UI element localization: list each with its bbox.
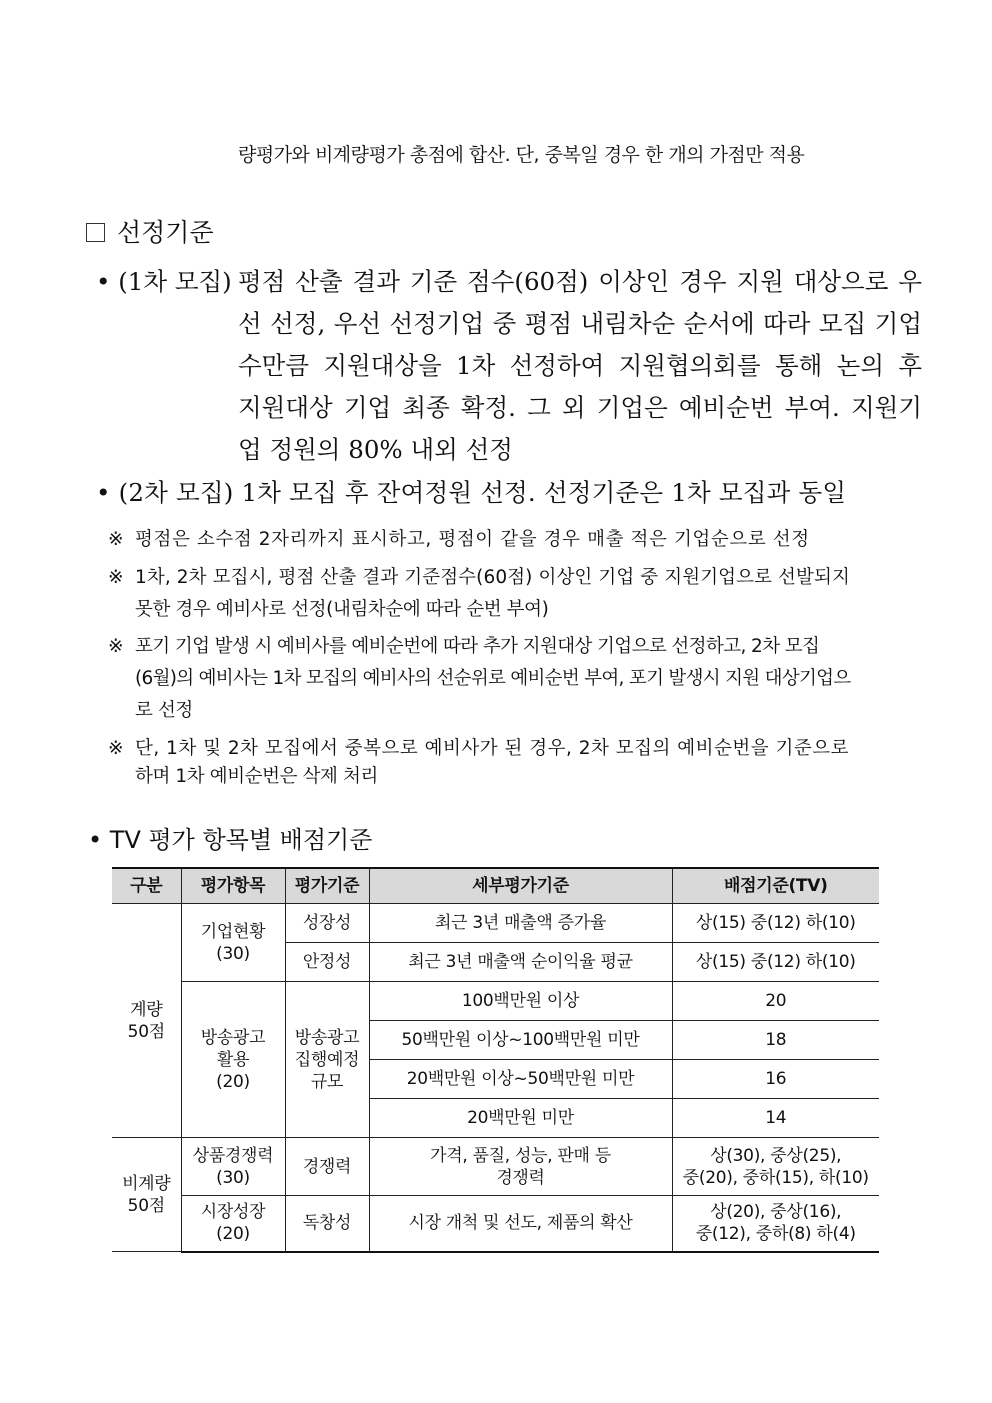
table-header-row xyxy=(112,868,879,904)
group-qualitative: 비계량 50점 xyxy=(112,1138,181,1252)
note-line: (6월)의 예비사는 1차 모집의 예비사의 선순위로 예비순번 부여, 포기 발생시 지원 대상기업으 xyxy=(135,668,851,689)
score-competitiveness: 상(30), 중상(25), 중(20), 중하(15), 하(10) xyxy=(672,1138,879,1196)
tv-score-table xyxy=(112,867,879,1253)
bullet-second-round: • (2차 모집) 1차 모집 후 잔여정원 선정. 선정기준은 1차 모집과 동일 xyxy=(96,478,847,507)
item-product-competitiveness: 상품경쟁력 (30) xyxy=(181,1138,285,1196)
header-detail: 세부평가기준 xyxy=(369,868,672,904)
note-line: 단, 1차 및 2차 모집에서 중복으로 예비사가 된 경우, 2차 모집의 예비순번을 기준으로 xyxy=(135,738,850,759)
note-line: 못한 경우 예비사로 선정(내림차순에 따라 순번 부여) xyxy=(135,599,549,620)
note-line: 포기 기업 발생 시 예비사를 예비순번에 따라 추가 지원대상 기업으로 선정하고, 2차 모집 xyxy=(135,636,820,657)
bullet-first-round-line: 업 정원의 80% 내외 선정 xyxy=(238,435,513,464)
score-stability: 상(15) 중(12) 하(10) xyxy=(672,943,879,982)
detail-stability: 최근 3년 매출액 순이익율 평균 xyxy=(369,943,672,982)
table-row xyxy=(112,904,879,943)
item-broadcast-ad: 방송광고 활용 (20) xyxy=(181,982,285,1138)
criterion-competitiveness: 경쟁력 xyxy=(285,1138,369,1196)
checkbox-square-icon xyxy=(86,223,105,242)
header-category: 구분 xyxy=(112,868,181,904)
note-item xyxy=(108,526,928,554)
score-growth: 상(15) 중(12) 하(10) xyxy=(672,904,879,943)
group-quantitative: 계량 50점 xyxy=(112,904,181,1138)
item-market-growth: 시장성장 (20) xyxy=(181,1196,285,1252)
bullet-first-round-line: 선 선정, 우선 선정기업 중 평점 내림차순 순서에 따라 모집 기업 xyxy=(238,309,922,338)
header-item: 평가항목 xyxy=(181,868,285,904)
detail-ad-tier: 50백만원 이상~100백만원 미만 xyxy=(369,1021,672,1060)
bullet-first-round-lead: • (1차 모집) xyxy=(96,267,232,296)
score-originality: 상(20), 중상(16), 중(12), 중하(8) 하(4) xyxy=(672,1196,879,1252)
bullet-first-round-line: 지원대상 기업 최종 확정. 그 외 기업은 예비순번 부여. 지원기 xyxy=(238,393,922,422)
detail-originality: 시장 개척 및 선도, 제품의 확산 xyxy=(369,1196,672,1252)
header-criterion: 평가기준 xyxy=(285,868,369,904)
score-ad-tier: 14 xyxy=(672,1099,879,1138)
score-ad-tier: 20 xyxy=(672,982,879,1021)
note-line: 1차, 2차 모집시, 평점 산출 결과 기준점수(60점) 이상인 기업 중 지원기업으로 선발되지 xyxy=(135,567,850,588)
note-line: 로 선정 xyxy=(135,700,193,721)
reference-mark-icon: ※ xyxy=(108,529,124,550)
bullet-first-round xyxy=(96,261,926,471)
section-heading xyxy=(86,213,214,249)
note-line: 하며 1차 예비순번은 삭제 처리 xyxy=(135,766,378,787)
note-item xyxy=(108,633,928,723)
reference-mark-icon: ※ xyxy=(108,567,124,588)
detail-ad-tier: 100백만원 이상 xyxy=(369,982,672,1021)
criterion-stability: 안정성 xyxy=(285,943,369,982)
continued-text-line: 량평가와 비계량평가 총점에 합산. 단, 중복일 경우 한 개의 가점만 적용 xyxy=(238,144,805,166)
detail-competitiveness: 가격, 품질, 성능, 판매 등 경쟁력 xyxy=(369,1138,672,1196)
criterion-growth: 성장성 xyxy=(285,904,369,943)
header-score: 배점기준(TV) xyxy=(672,868,879,904)
table-row xyxy=(112,1138,879,1196)
reference-mark-icon: ※ xyxy=(108,738,124,759)
item-company-status: 기업현황 (30) xyxy=(181,904,285,982)
reference-mark-icon: ※ xyxy=(108,636,124,657)
criterion-ad-scale: 방송광고 집행예정 규모 xyxy=(285,982,369,1138)
tv-score-title: • TV 평가 항목별 배점기준 xyxy=(88,826,373,854)
bullet-first-round-line: 평점 산출 결과 기준 점수(60점) 이상인 경우 지원 대상으로 우 xyxy=(238,267,922,296)
section-title: 선정기준 xyxy=(117,218,214,247)
criterion-originality: 독창성 xyxy=(285,1196,369,1252)
table-row xyxy=(112,982,879,1021)
note-item xyxy=(108,735,928,791)
table-row xyxy=(112,1196,879,1252)
bullet-first-round-line: 수만큼 지원대상을 1차 선정하여 지원협의회를 통해 논의 후 xyxy=(238,351,922,380)
note-item xyxy=(108,564,928,620)
detail-ad-tier: 20백만원 이상~50백만원 미만 xyxy=(369,1060,672,1099)
score-ad-tier: 16 xyxy=(672,1060,879,1099)
score-ad-tier: 18 xyxy=(672,1021,879,1060)
note-line: 평점은 소수점 2자리까지 표시하고, 평점이 같을 경우 매출 적은 기업순으로 선정 xyxy=(135,529,810,550)
detail-ad-tier: 20백만원 미만 xyxy=(369,1099,672,1138)
detail-growth: 최근 3년 매출액 증가율 xyxy=(369,904,672,943)
